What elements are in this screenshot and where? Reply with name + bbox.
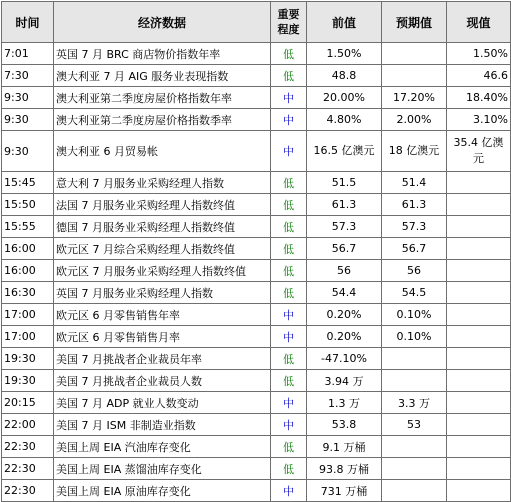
row-forecast <box>382 458 447 480</box>
row-event: 欧元区 7 月服务业采购经理人指数终值 <box>54 260 271 282</box>
row-event: 美国上周 EIA 蒸馏油库存变化 <box>54 458 271 480</box>
row-previous: 1.3 万 <box>307 392 382 414</box>
row-actual <box>447 326 511 348</box>
row-event: 澳大利亚第二季度房屋价格指数季率 <box>54 109 271 131</box>
row-previous: 51.5 <box>307 172 382 194</box>
row-time: 15:45 <box>2 172 54 194</box>
row-time: 19:30 <box>2 348 54 370</box>
row-time: 19:30 <box>2 370 54 392</box>
row-importance: 中 <box>271 131 307 172</box>
header-event: 经济数据 <box>54 2 271 43</box>
economic-calendar-table <box>1 1 511 502</box>
row-time: 9:30 <box>2 131 54 172</box>
row-event: 澳大利亚 6 月贸易帐 <box>54 131 271 172</box>
row-event: 美国上周 EIA 原油库存变化 <box>54 480 271 502</box>
row-actual <box>447 436 511 458</box>
row-event: 法国 7 月服务业采购经理人指数终值 <box>54 194 271 216</box>
row-forecast: 56 <box>382 260 447 282</box>
header-actual: 现值 <box>447 2 511 43</box>
row-previous: 4.80% <box>307 109 382 131</box>
table-header-row <box>2 2 511 43</box>
row-importance: 中 <box>271 304 307 326</box>
row-importance: 低 <box>271 260 307 282</box>
row-event: 意大利 7 月服务业采购经理人指数 <box>54 172 271 194</box>
table-row <box>2 131 511 172</box>
table-row <box>2 436 511 458</box>
row-importance: 中 <box>271 87 307 109</box>
row-actual <box>447 194 511 216</box>
row-actual: 1.50% <box>447 43 511 65</box>
row-actual <box>447 458 511 480</box>
row-importance: 低 <box>271 194 307 216</box>
row-actual <box>447 282 511 304</box>
header-previous: 前值 <box>307 2 382 43</box>
row-importance: 低 <box>271 43 307 65</box>
row-importance: 中 <box>271 326 307 348</box>
row-time: 17:00 <box>2 326 54 348</box>
row-previous: 3.94 万 <box>307 370 382 392</box>
row-importance: 中 <box>271 109 307 131</box>
row-forecast: 61.3 <box>382 194 447 216</box>
row-event: 欧元区 6 月零售销售月率 <box>54 326 271 348</box>
row-previous: 0.20% <box>307 326 382 348</box>
row-time: 15:55 <box>2 216 54 238</box>
table-row <box>2 326 511 348</box>
table-body <box>2 43 511 502</box>
row-actual <box>447 414 511 436</box>
row-forecast <box>382 348 447 370</box>
row-previous: 93.8 万桶 <box>307 458 382 480</box>
row-forecast: 51.4 <box>382 172 447 194</box>
row-forecast <box>382 65 447 87</box>
row-previous: 1.50% <box>307 43 382 65</box>
row-event: 美国 7 月 ISM 非制造业指数 <box>54 414 271 436</box>
table-row <box>2 392 511 414</box>
row-forecast <box>382 480 447 502</box>
row-time: 16:00 <box>2 238 54 260</box>
row-event: 美国 7 月 ADP 就业人数变动 <box>54 392 271 414</box>
row-actual <box>447 480 511 502</box>
table-row <box>2 109 511 131</box>
row-forecast: 53 <box>382 414 447 436</box>
row-event: 欧元区 6 月零售销售年率 <box>54 304 271 326</box>
row-previous: 56 <box>307 260 382 282</box>
table-row <box>2 238 511 260</box>
row-forecast: 17.20% <box>382 87 447 109</box>
row-forecast: 56.7 <box>382 238 447 260</box>
row-actual <box>447 348 511 370</box>
row-forecast: 0.10% <box>382 326 447 348</box>
row-importance: 低 <box>271 282 307 304</box>
row-time: 22:30 <box>2 458 54 480</box>
row-event: 美国 7 月挑战者企业裁员年率 <box>54 348 271 370</box>
row-time: 9:30 <box>2 87 54 109</box>
row-actual <box>447 238 511 260</box>
row-importance: 低 <box>271 370 307 392</box>
row-previous: 9.1 万桶 <box>307 436 382 458</box>
row-previous: 48.8 <box>307 65 382 87</box>
row-time: 22:00 <box>2 414 54 436</box>
table-row <box>2 172 511 194</box>
table-row <box>2 458 511 480</box>
row-previous: 731 万桶 <box>307 480 382 502</box>
header-forecast: 预期值 <box>382 2 447 43</box>
row-previous: 16.5 亿澳元 <box>307 131 382 172</box>
row-event: 澳大利亚 7 月 AIG 服务业表现指数 <box>54 65 271 87</box>
header-time: 时间 <box>2 2 54 43</box>
row-previous: 54.4 <box>307 282 382 304</box>
row-time: 22:30 <box>2 436 54 458</box>
row-time: 16:30 <box>2 282 54 304</box>
row-importance: 中 <box>271 392 307 414</box>
row-actual: 35.4 亿澳元 <box>447 131 511 172</box>
row-event: 英国 7 月 BRC 商店物价指数年率 <box>54 43 271 65</box>
row-previous: 57.3 <box>307 216 382 238</box>
row-actual <box>447 392 511 414</box>
row-actual <box>447 370 511 392</box>
table-row <box>2 194 511 216</box>
row-event: 美国上周 EIA 汽油库存变化 <box>54 436 271 458</box>
table-row <box>2 282 511 304</box>
row-forecast <box>382 436 447 458</box>
row-actual <box>447 260 511 282</box>
table-row <box>2 43 511 65</box>
row-actual <box>447 216 511 238</box>
row-importance: 中 <box>271 480 307 502</box>
row-importance: 中 <box>271 414 307 436</box>
row-forecast: 57.3 <box>382 216 447 238</box>
row-forecast: 2.00% <box>382 109 447 131</box>
row-time: 20:15 <box>2 392 54 414</box>
table-row <box>2 414 511 436</box>
row-actual <box>447 304 511 326</box>
row-forecast <box>382 43 447 65</box>
header-importance: 重要程度 <box>271 2 307 43</box>
row-importance: 低 <box>271 172 307 194</box>
row-event: 英国 7 月服务业采购经理人指数 <box>54 282 271 304</box>
row-event: 欧元区 7 月综合采购经理人指数终值 <box>54 238 271 260</box>
row-time: 7:01 <box>2 43 54 65</box>
table-row <box>2 480 511 502</box>
table-row <box>2 65 511 87</box>
row-previous: 0.20% <box>307 304 382 326</box>
row-forecast: 0.10% <box>382 304 447 326</box>
table-row <box>2 304 511 326</box>
row-time: 22:30 <box>2 480 54 502</box>
row-event: 德国 7 月服务业采购经理人指数终值 <box>54 216 271 238</box>
row-previous: 61.3 <box>307 194 382 216</box>
row-actual: 18.40% <box>447 87 511 109</box>
row-time: 9:30 <box>2 109 54 131</box>
table-row <box>2 348 511 370</box>
row-time: 16:00 <box>2 260 54 282</box>
row-forecast <box>382 370 447 392</box>
row-time: 15:50 <box>2 194 54 216</box>
table-row <box>2 260 511 282</box>
row-importance: 低 <box>271 65 307 87</box>
row-importance: 低 <box>271 216 307 238</box>
row-event: 美国 7 月挑战者企业裁员人数 <box>54 370 271 392</box>
row-previous: -47.10% <box>307 348 382 370</box>
row-importance: 低 <box>271 458 307 480</box>
row-forecast: 18 亿澳元 <box>382 131 447 172</box>
row-previous: 20.00% <box>307 87 382 109</box>
row-importance: 低 <box>271 348 307 370</box>
row-importance: 低 <box>271 238 307 260</box>
table-row <box>2 370 511 392</box>
row-actual: 3.10% <box>447 109 511 131</box>
row-previous: 53.8 <box>307 414 382 436</box>
table-row <box>2 216 511 238</box>
table-row <box>2 87 511 109</box>
row-importance: 低 <box>271 436 307 458</box>
row-event: 澳大利亚第二季度房屋价格指数年率 <box>54 87 271 109</box>
row-time: 7:30 <box>2 65 54 87</box>
row-actual: 46.6 <box>447 65 511 87</box>
row-time: 17:00 <box>2 304 54 326</box>
row-forecast: 54.5 <box>382 282 447 304</box>
row-actual <box>447 172 511 194</box>
row-forecast: 3.3 万 <box>382 392 447 414</box>
row-previous: 56.7 <box>307 238 382 260</box>
